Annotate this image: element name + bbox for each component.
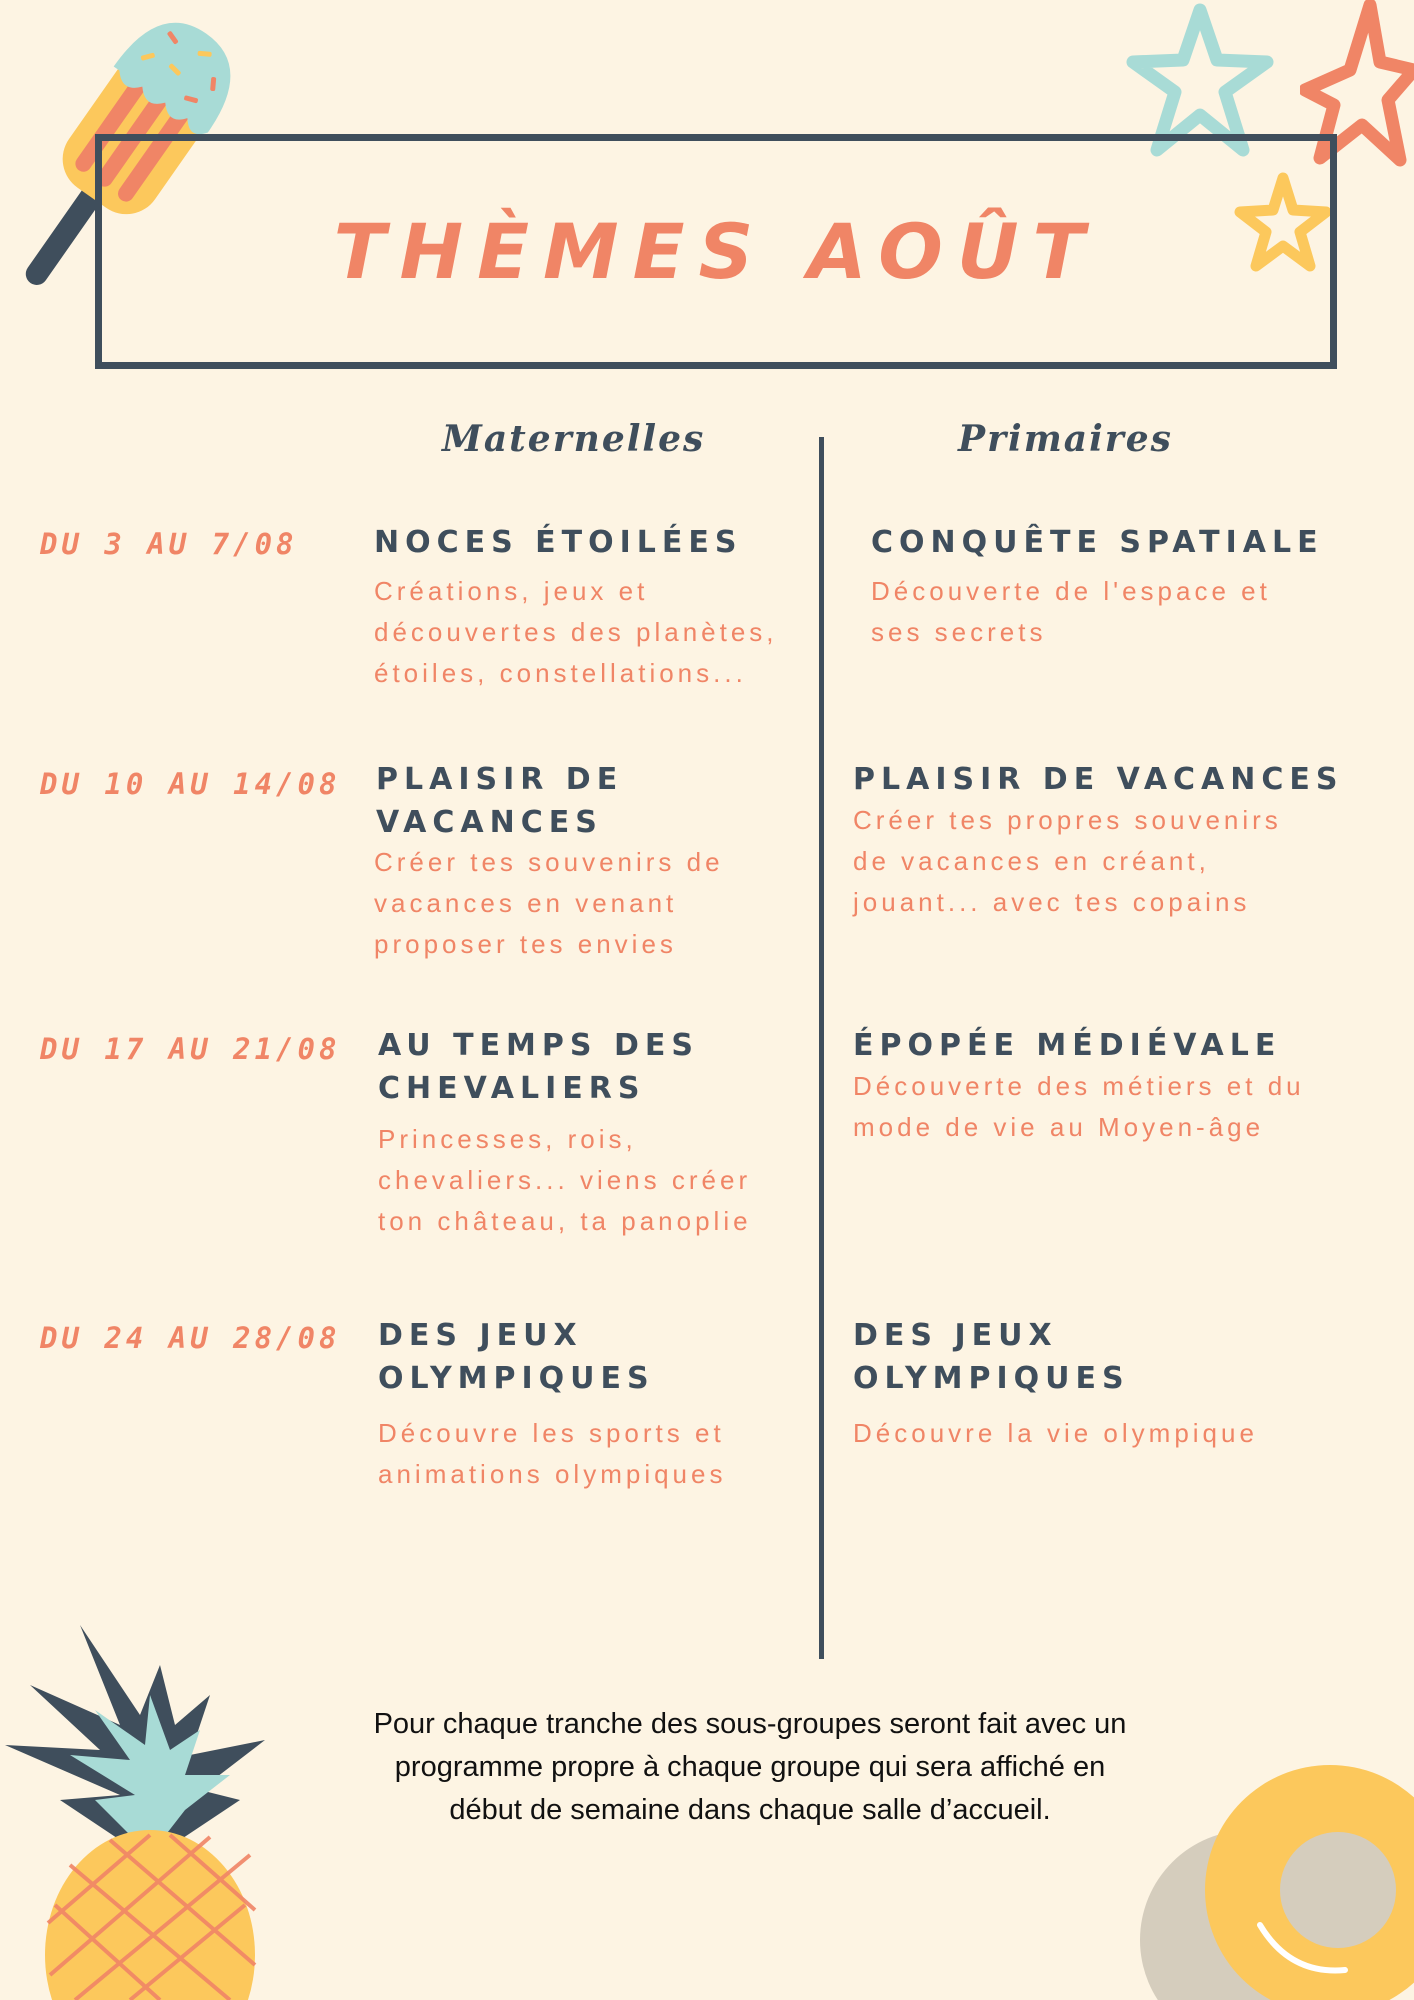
week-date: DU 24 AU 28/08 [40,1321,341,1355]
maternelles-theme: NOCES ÉTOILÉES [374,525,743,560]
week-date: DU 10 AU 14/08 [40,767,341,801]
primaires-theme: DES JEUX OLYMPIQUES [853,1318,1130,1396]
primaires-description: Découverte de l'espace et ses secrets [871,576,1271,647]
maternelles-theme: PLAISIR DE VACANCES [376,762,624,840]
maternelles-description: Créations, jeux et découvertes des planètes, étoiles, constellations... [374,576,778,688]
footer-note: Pour chaque tranche des sous-groupes seront fait avec un programme propre à chaque groupe qui sera affiché en début de semaine dans chaque salle d’accueil. [373,1708,1127,1826]
maternelles-theme: DES JEUX OLYMPIQUES [378,1318,655,1396]
swim-ring-icon [1140,1700,1414,2000]
maternelles-theme: AU TEMPS DES CHEVALIERS [378,1028,699,1106]
primaires-description: Découverte des métiers et du mode de vie au Moyen-âge [853,1071,1305,1142]
column-heading-primaires: Primaires [958,418,1173,460]
maternelles-description: Créer tes souvenirs de vacances en venant proposer tes envies [374,847,724,959]
page-title: THÈMES AOÛT [333,207,1099,296]
primaires-description: Créer tes propres souvenirs de vacances en créant, jouant... avec tes copains [853,805,1282,917]
column-divider [819,437,824,1659]
pineapple-icon [0,1625,280,2000]
primaires-theme: ÉPOPÉE MÉDIÉVALE [853,1028,1282,1063]
primaires-description: Découvre la vie olympique [853,1418,1258,1448]
maternelles-description: Princesses, rois, chevaliers... viens créer ton château, ta panoplie [378,1124,752,1236]
week-date: DU 17 AU 21/08 [40,1032,341,1066]
maternelles-description: Découvre les sports et animations olympiques [378,1418,727,1489]
primaires-theme: PLAISIR DE VACANCES [853,762,1344,797]
column-heading-maternelles: Maternelles [442,418,706,460]
week-date: DU 3 AU 7/08 [40,527,298,561]
primaires-theme: CONQUÊTE SPATIALE [871,525,1324,560]
